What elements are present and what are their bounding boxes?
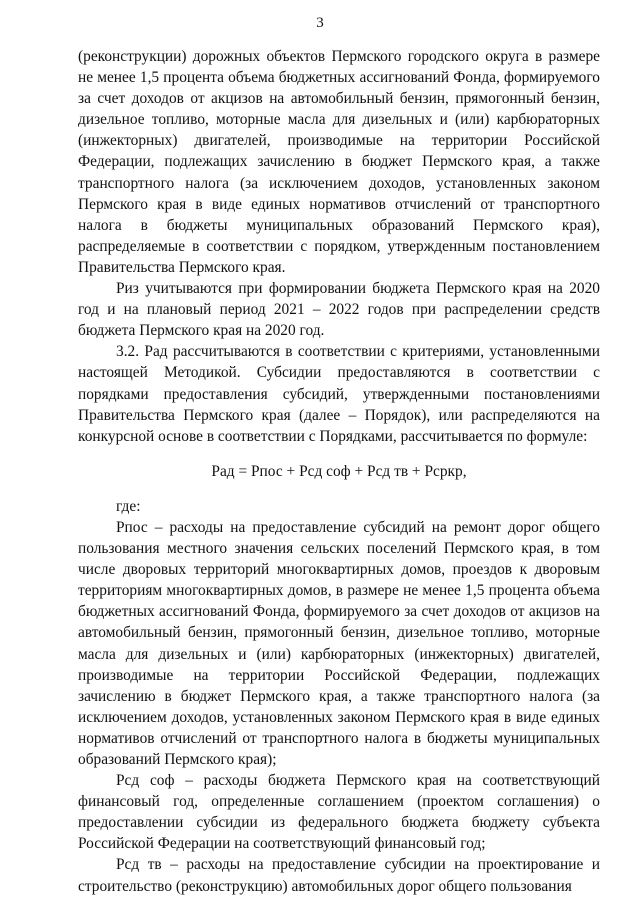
page-number: 3 — [316, 15, 324, 31]
paragraph-rsd-tv-definition: Рсд тв – расходы на предоставление субсидии на проектирование и строительство (реконструкцию) автомобильных дорог общего пользования — [78, 856, 600, 895]
paragraph-3-2: 3.2. Рад рассчитываются в соответствии с критериями, установленными настоящей Методикой. Субсидии предоставляются в соответствии с порядками предоставления субсидий, утвержденными постановлениями Правительства Пермского края (далее – Порядок), или распределяются на конкурсной основе в соответствии с Порядками, рассчитывается по формуле: — [78, 343, 600, 445]
paragraph-continuation: (реконструкции) дорожных объектов Пермского городского округа в размере не менее 1,5 процента объема бюджетных ассигнований Фонда, формируемого за счет доходов от акцизов на автомобильный бензин, прямогонный бензин, дизельное топливо, моторные масла для дизельных и (или) карбюраторных (инжекторных) двигателей, производимые на территории Российской Федерации, подлежащих зачислению в бюджет Пермского края, а также транспортного налога (за исключением доходов, установленных законом Пермского края в виде единых нормативов отчислений от транспортного налога в бюджеты муниципальных образований Пермского края), распределяемые в соответствии с порядком, утвержденным постановлением Правительства Пермского края. — [78, 48, 600, 276]
paragraph-rsd-sof-definition: Рсд соф – расходы бюджета Пермского края на соответствующий финансовый год, определенные соглашением (проектом соглашения) о предоставлении субсидии из федерального бюджета бюджету субъекта Российской Федерации на соответствующий финансовый год; — [78, 772, 600, 853]
paragraph-riz: Риз учитываются при формировании бюджета Пермского края на 2020 год и на плановый период 2021 – 2022 годов при распределении средств бюджета Пермского края на 2020 год. — [78, 280, 600, 340]
document-body — [78, 46, 600, 897]
formula: Рад = Рпос + Рсд соф + Рсд тв + Рсркр, — [211, 462, 467, 480]
paragraph-where: где: — [116, 497, 141, 515]
paragraph-rpos-definition: Рпос – расходы на предоставление субсидий на ремонт дорог общего пользования местного значения сельских поселений Пермского края, в том числе дворовых территорий многоквартирных домов, проездов к дворовым территориям многоквартирных домов, в размере не менее 1,5 процента объема бюджетных ассигнований Фонда, формируемого за счет доходов от акцизов на автомобильный бензин, прямогонный бензин, дизельное топливо, моторные масла для дизельных и (или) карбюраторных (инжекторных) двигателей, производимые на территории Российской Федерации, подлежащих зачислению в бюджет Пермского края, а также транспортного налога (за исключением доходов, установленных законом Пермского края в виде единых нормативов отчислений от транспортного налога в бюджеты муниципальных образований Пермского края); — [78, 518, 600, 768]
